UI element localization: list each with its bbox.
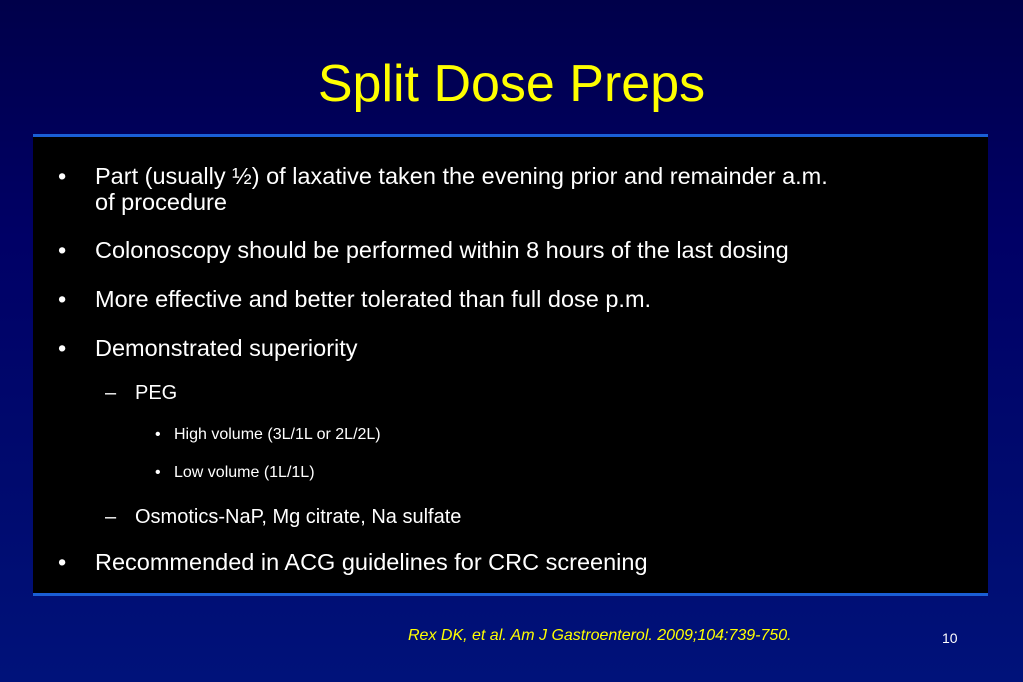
bullet-text: Part (usually ½) of laxative taken the evening prior and remainder a.m. xyxy=(95,163,828,189)
page-number: 10 xyxy=(942,630,958,646)
sub-sub-bullet-text: High volume (3L/1L or 2L/2L) xyxy=(174,426,381,443)
bullet-text: Demonstrated superiority xyxy=(95,335,358,361)
bullet-marker: • xyxy=(155,464,161,481)
bullet-text: Colonoscopy should be performed within 8 hours of the last dosing xyxy=(95,237,789,263)
bullet-marker: • xyxy=(58,549,67,575)
sub-sub-bullet-text: Low volume (1L/1L) xyxy=(174,464,315,481)
dash-marker: – xyxy=(105,506,117,528)
bullet-text: Recommended in ACG guidelines for CRC screening xyxy=(95,549,648,575)
bullet-marker: • xyxy=(155,426,161,443)
sub-bullet-text: PEG xyxy=(135,382,178,404)
sub-bullet-text: Osmotics-NaP, Mg citrate, Na sulfate xyxy=(135,506,462,528)
bullet-text-continuation: of procedure xyxy=(95,189,227,215)
bullet-marker: • xyxy=(58,237,67,263)
bullet-marker: • xyxy=(58,335,67,361)
citation: Rex DK, et al. Am J Gastroenterol. 2009;104:739-750. xyxy=(408,627,792,644)
bullet-text: More effective and better tolerated than full dose p.m. xyxy=(95,286,652,312)
bullet-marker: • xyxy=(58,286,67,312)
slide-title: Split Dose Preps xyxy=(317,55,706,113)
dash-marker: – xyxy=(105,382,117,404)
bullet-marker: • xyxy=(58,163,67,189)
